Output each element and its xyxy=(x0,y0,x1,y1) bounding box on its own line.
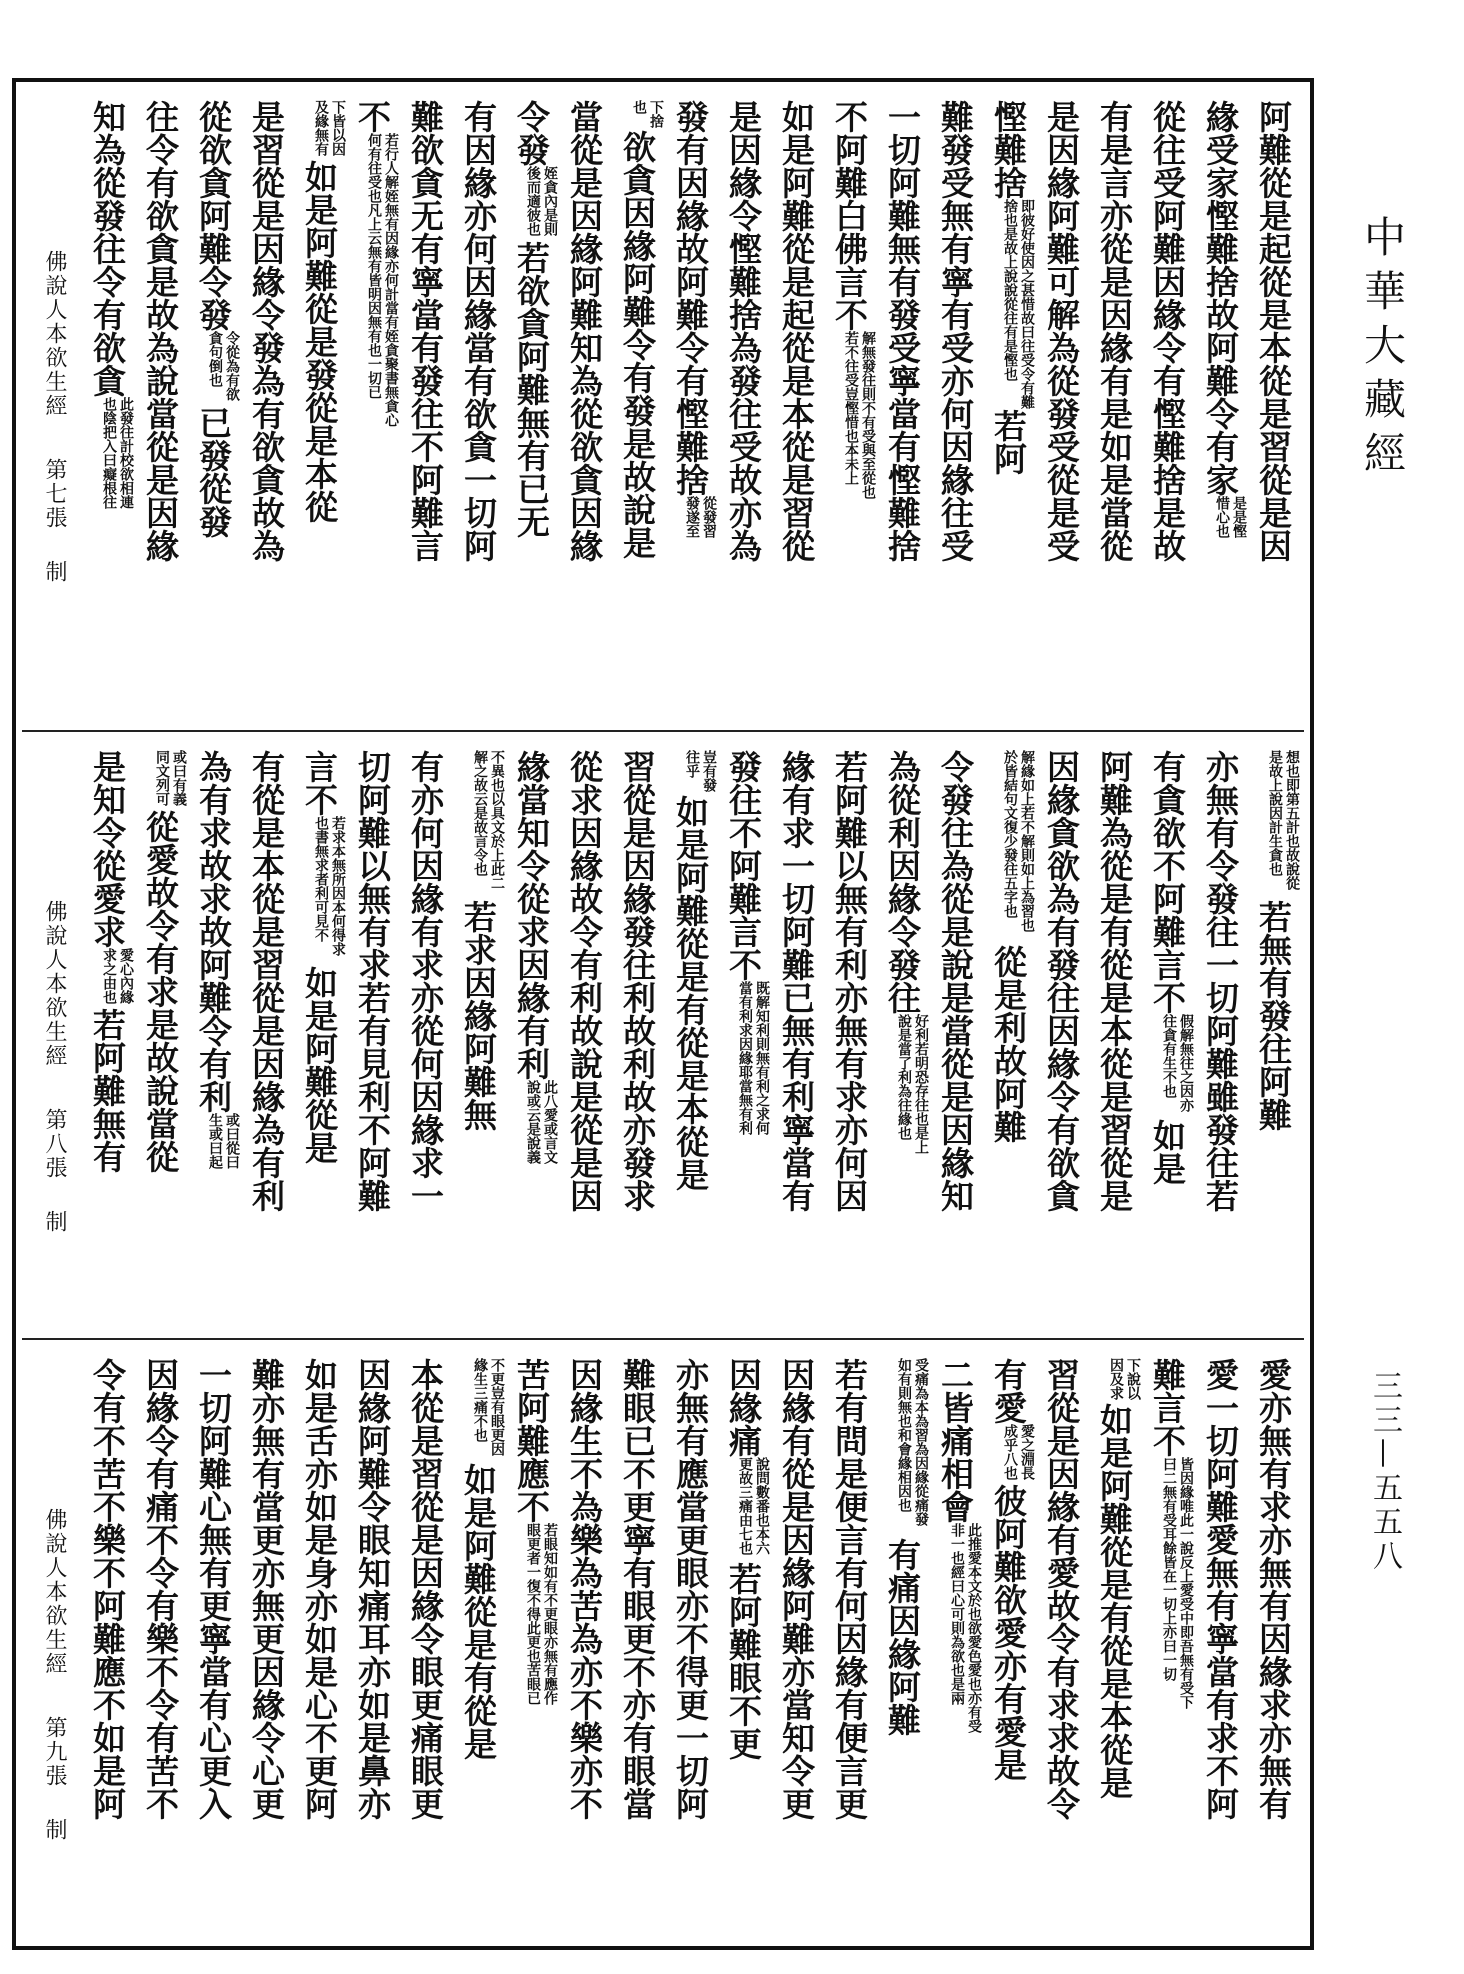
text-column xyxy=(558,1358,611,1940)
text-column xyxy=(293,750,346,1332)
commentary-note: 既解知利則無有利之求何當有利求因緣耶當無有利 xyxy=(737,981,770,1135)
sutra-text: 如是阿難從是發從是本從 xyxy=(300,160,339,523)
text-column xyxy=(240,750,293,1332)
sutra-text: 有從是本從是習從是因緣為有利 xyxy=(247,750,286,1212)
text-column xyxy=(1035,100,1088,682)
text-column xyxy=(346,750,399,1332)
commentary-note: 此推愛本文於也欲愛色愛也亦有受非一也經曰心可則為欲也是兩 xyxy=(949,1523,982,1733)
commentary-note: 解無發往則不有受與至從也若不往受豈慳惜也本未上 xyxy=(843,331,876,499)
text-column xyxy=(399,1358,452,1940)
text-column xyxy=(452,100,505,682)
sutra-text: 是因緣阿難可解為從發受從是受 xyxy=(1042,100,1081,562)
commentary-note: 此發往計校欲相連也陰把入曰癡根往 xyxy=(101,397,134,509)
commentary-note: 想也即第五計也故說從是故上說因計生貪也 xyxy=(1267,750,1300,890)
register-top xyxy=(22,82,1304,728)
sheet-footer xyxy=(28,100,81,682)
text-column xyxy=(81,1358,134,1940)
text-column xyxy=(1035,1358,1088,1940)
sutra-text: 一切阿難心無有更寧當有心更入 xyxy=(194,1358,233,1820)
sutra-text: 從愛故令有求是故說當從 xyxy=(141,810,180,1173)
sutra-text: 如是舌亦如是身亦如是心不更阿 xyxy=(300,1358,339,1820)
sutra-text: 當從是因緣阿難知為從欲貪因緣 xyxy=(565,100,604,562)
sutra-text: 愛亦無有求亦無有因緣求亦無有 xyxy=(1254,1358,1293,1820)
footer-mark: 制 xyxy=(42,1818,67,1842)
text-column xyxy=(770,750,823,1332)
sutra-text: 為從利因緣令發往 xyxy=(883,750,922,1014)
sutra-text: 難欲貪无有寧當有發往不阿難言 xyxy=(406,100,445,562)
sutra-text: 是習從是因緣令發為有欲貪故為 xyxy=(247,100,286,562)
text-column xyxy=(134,750,187,1332)
sutra-text: 因緣生不為樂為苦為亦不樂亦不 xyxy=(565,1358,604,1820)
sutra-text: 發往不阿難言不 xyxy=(724,750,763,981)
text-column xyxy=(293,100,346,682)
footer-title: 佛說人本欲生經 xyxy=(42,1508,67,1676)
commentary-note: 愛心內緣求之由也 xyxy=(101,948,134,1004)
page-number: 三三—五五八 xyxy=(1367,1370,1402,1574)
text-column xyxy=(982,1358,1035,1940)
text-column xyxy=(505,100,558,682)
text-column xyxy=(823,1358,876,1940)
footer-sheet-number: 第九張 xyxy=(42,1716,67,1788)
text-column xyxy=(399,100,452,682)
text-column xyxy=(611,750,664,1332)
sutra-text: 往令有欲貪是故為說當從是因緣 xyxy=(141,100,180,562)
text-column xyxy=(187,1358,240,1940)
sutra-text: 難眼已不更寧有眼更不亦有眼當 xyxy=(618,1358,657,1820)
commentary-note: 不異也以具文於上此二解之故云是故言令也 xyxy=(472,750,505,890)
sutra-text: 阿難為從是有從是本從是習從是 xyxy=(1095,750,1134,1212)
text-column xyxy=(717,100,770,682)
text-column xyxy=(770,100,823,682)
sutra-text: 如是阿難從是起從是本從是習從 xyxy=(777,100,816,562)
commentary-note: 下皆以因及緣無有 xyxy=(313,100,346,156)
sheet-footer xyxy=(28,750,81,1332)
sutra-text: 緣受家慳難捨故阿難令有家 xyxy=(1201,100,1240,496)
text-column xyxy=(399,750,452,1332)
text-column xyxy=(717,1358,770,1940)
text-column xyxy=(452,1358,505,1940)
sutra-text: 慳難捨 xyxy=(989,100,1028,199)
commentary-note: 愛之淵長成乎八也 xyxy=(1002,1424,1035,1480)
sutra-text: 難發受無有寧有受亦何因緣往受 xyxy=(936,100,975,562)
text-column xyxy=(558,750,611,1332)
text-column xyxy=(611,100,664,682)
text-column xyxy=(664,100,717,682)
text-column xyxy=(1035,750,1088,1332)
commentary-note: 豈有發往乎 xyxy=(684,750,717,792)
text-column xyxy=(452,750,505,1332)
text-column xyxy=(1141,100,1194,682)
commentary-note: 說問數番也本六更故三痛由七也 xyxy=(737,1457,770,1555)
text-column xyxy=(187,750,240,1332)
sutra-text: 是因緣令慳難捨為發往受故亦為 xyxy=(724,100,763,562)
footer-sheet-number: 第八張 xyxy=(42,1108,67,1180)
sutra-text: 不 xyxy=(353,100,392,133)
sutra-text: 難亦無有當更亦無更因緣令心更 xyxy=(247,1358,286,1820)
sutra-text: 有亦何因緣有求亦從何因緣求一 xyxy=(406,750,445,1212)
text-column xyxy=(1088,100,1141,682)
sutra-text: 欲貪因緣阿難令有發是故說是 xyxy=(618,130,657,559)
sheet-footer xyxy=(28,1358,81,1940)
sutra-text: 令有不苦不樂不阿難應不如是阿 xyxy=(88,1358,127,1820)
sutra-text: 言不 xyxy=(300,750,339,816)
text-column xyxy=(346,100,399,682)
text-column xyxy=(664,750,717,1332)
sutra-text: 因緣有從是因緣阿難亦當知令更 xyxy=(777,1358,816,1820)
sutra-text: 緣當知令從求因緣有利 xyxy=(512,750,551,1080)
text-column xyxy=(1088,1358,1141,1940)
footer-mark: 制 xyxy=(42,560,67,584)
commentary-note: 即彼好使因之甚惜故曰往受令有難捨也是故上說說從往有是慳也 xyxy=(1002,199,1035,409)
text-column xyxy=(81,100,134,682)
text-column xyxy=(505,750,558,1332)
footer-title: 佛說人本欲生經 xyxy=(42,900,67,1068)
footer-sheet-number: 第七張 xyxy=(42,458,67,530)
text-column xyxy=(876,750,929,1332)
sutra-text: 若阿難眼不更 xyxy=(724,1562,763,1760)
sutra-text: 因緣貪欲為有發往因緣令有欲貪 xyxy=(1042,750,1081,1212)
sutra-text: 亦無有應當更眼亦不得更一切阿 xyxy=(671,1358,710,1820)
sutra-text: 從欲貪阿難令發 xyxy=(194,100,233,331)
text-column xyxy=(1141,1358,1194,1940)
sutra-text: 有因緣亦何因緣當有欲貪一切阿 xyxy=(459,100,498,562)
sutra-text: 如是阿難從是 xyxy=(300,966,339,1164)
sutra-text: 從是利故阿難 xyxy=(989,945,1028,1143)
sutra-text: 令發 xyxy=(512,100,551,166)
sutra-text: 若有問是便言有何因緣有便言更 xyxy=(830,1358,869,1820)
text-column xyxy=(929,100,982,682)
sutra-text: 切阿難以無有求若有見利不阿難 xyxy=(353,750,392,1212)
commentary-note: 或曰從曰生或曰起 xyxy=(207,1113,240,1169)
commentary-note: 從發習發遂至 xyxy=(684,496,717,538)
text-column xyxy=(187,100,240,682)
sutra-text: 若無有發往阿難 xyxy=(1254,900,1293,1131)
sutra-text: 亦無有令發往一切阿難雖發往若 xyxy=(1201,750,1240,1212)
commentary-note: 好利若明恐存往也是上說是當了利為往緣也 xyxy=(896,1014,929,1154)
text-column xyxy=(134,100,187,682)
sutra-text: 本從是習從是因緣令眼更痛眼更 xyxy=(406,1358,445,1820)
text-column xyxy=(1088,750,1141,1332)
commentary-note: 下捨也 xyxy=(631,100,664,128)
text-column xyxy=(558,100,611,682)
sutra-text: 有愛 xyxy=(989,1358,1028,1424)
commentary-note: 是是慳惜心也 xyxy=(1214,496,1247,538)
sutra-text: 因緣阿難令眼知痛耳亦如是鼻亦 xyxy=(353,1358,392,1820)
sutra-text: 彼阿難欲愛亦有愛是 xyxy=(989,1484,1028,1781)
text-column xyxy=(134,1358,187,1940)
sutra-text: 若阿難以無有利亦無有求亦何因 xyxy=(830,750,869,1212)
sutra-text: 一切阿難無有發受寧當有慳難捨 xyxy=(883,100,922,562)
text-column xyxy=(1194,1358,1247,1940)
commentary-note: 下說以因及求 xyxy=(1108,1358,1141,1400)
commentary-note: 解緣如上若不解則如上為習也於皆結句文復少發往五字也 xyxy=(1002,750,1035,932)
commentary-note: 假解無往之因亦往貪有生不也 xyxy=(1161,1014,1194,1112)
register-bottom xyxy=(22,1338,1304,1948)
sutra-text: 愛一切阿難愛無有寧當有求不阿 xyxy=(1201,1358,1240,1820)
text-column xyxy=(293,1358,346,1940)
sutra-text: 若求因緣阿難無 xyxy=(459,900,498,1131)
text-column xyxy=(823,100,876,682)
commentary-note: 令從為有欲貪句倒也 xyxy=(207,331,240,401)
text-column xyxy=(929,1358,982,1940)
text-column xyxy=(1194,750,1247,1332)
text-column xyxy=(1247,100,1300,682)
commentary-note: 姪貪內是則後而適彼也 xyxy=(525,166,558,236)
sutra-text: 若阿 xyxy=(989,409,1028,475)
sutra-text: 從往受阿難因緣令有慳難捨是故 xyxy=(1148,100,1187,562)
sutra-text: 二皆痛相會 xyxy=(936,1358,975,1523)
text-column xyxy=(770,1358,823,1940)
text-column xyxy=(1194,100,1247,682)
sutra-text: 知為從發往令有欲貪 xyxy=(88,100,127,397)
sutra-text: 如是阿難從是有從是 xyxy=(459,1463,498,1760)
text-column xyxy=(717,750,770,1332)
text-column xyxy=(240,1358,293,1940)
commentary-note: 或曰有義同文列可 xyxy=(154,750,187,806)
text-column xyxy=(1247,1358,1300,1940)
text-column xyxy=(611,1358,664,1940)
sutra-text: 有是言亦從是因緣有是如是當從 xyxy=(1095,100,1134,562)
sutra-text: 從求因緣故令有利故說是從是因 xyxy=(565,750,604,1212)
sutra-text: 有貪欲不阿難言不 xyxy=(1148,750,1187,1014)
text-column xyxy=(823,750,876,1332)
sutra-text: 苦阿難應不 xyxy=(512,1358,551,1523)
text-column xyxy=(982,100,1035,682)
text-column xyxy=(1141,750,1194,1332)
text-column xyxy=(240,100,293,682)
text-column xyxy=(1247,750,1300,1332)
sutra-text: 如是阿難從是有從是本從是 xyxy=(1095,1403,1134,1799)
sutra-text: 難言不 xyxy=(1148,1358,1187,1457)
commentary-note: 若求本無所因本何得求也書無求者利可見不 xyxy=(313,816,346,956)
text-column xyxy=(505,1358,558,1940)
sutra-text: 若欲貪阿難無有已无 xyxy=(512,241,551,538)
sutra-text: 發有因緣故阿難令有慳難捨 xyxy=(671,100,710,496)
text-column xyxy=(664,1358,717,1940)
commentary-note: 受痛為本為習為因緣從痛發如有則無也和會緣相因也 xyxy=(896,1358,929,1526)
text-column xyxy=(876,1358,929,1940)
footer-title: 佛說人本欲生經 xyxy=(42,250,67,418)
footer-mark: 制 xyxy=(42,1210,67,1234)
sutra-text: 令發往為從是說是當從是因緣知 xyxy=(936,750,975,1212)
sutra-text: 阿難從是起從是本從是習從是因 xyxy=(1254,100,1293,562)
sutra-text: 因緣令有痛不令有樂不令有苦不 xyxy=(141,1358,180,1820)
commentary-note: 若行人解姪無有因緣亦何計當有姪貪聚書無貪心何有往受也凡上云無有皆明因無有也一切已 xyxy=(366,133,399,427)
text-column xyxy=(929,750,982,1332)
page-frame xyxy=(12,78,1314,1950)
sutra-text: 已發從發 xyxy=(194,406,233,538)
commentary-note: 若眼知如有不更眼亦無有應作眼更者一復不得此更也苦眼已 xyxy=(525,1523,558,1705)
text-column xyxy=(81,750,134,1332)
sutra-text: 為有求故求故阿難令有利 xyxy=(194,750,233,1113)
sutra-text: 如是 xyxy=(1148,1119,1187,1185)
sutra-text: 是知令從愛求 xyxy=(88,750,127,948)
commentary-note: 此八愛或言文說或云是說義 xyxy=(525,1080,558,1164)
register-middle xyxy=(22,730,1304,1336)
sutra-text: 緣有求一切阿難已無有利寧當有 xyxy=(777,750,816,1212)
sutra-text: 如是阿難從是有從是本從是 xyxy=(671,795,710,1191)
sutra-text: 有痛因緣阿難 xyxy=(883,1538,922,1736)
sutra-text: 因緣痛 xyxy=(724,1358,763,1457)
commentary-note: 皆因緣唯此一說反上愛受中即吾無有受下曰二無有受耳餘皆在一切上亦曰一切 xyxy=(1161,1457,1194,1709)
sutra-text: 習從是因緣發往利故利故亦發求 xyxy=(618,750,657,1212)
sutra-text: 習從是因緣有愛故令有求求故令 xyxy=(1042,1358,1081,1820)
commentary-note: 不更豈有眼更因緣生三痛不也 xyxy=(472,1358,505,1456)
sutra-text: 不阿難白佛言不 xyxy=(830,100,869,331)
sutra-text: 若阿難無有 xyxy=(88,1008,127,1173)
text-column xyxy=(876,100,929,682)
collection-title: 中華大藏經 xyxy=(1358,215,1407,485)
text-column xyxy=(346,1358,399,1940)
text-column xyxy=(982,750,1035,1332)
